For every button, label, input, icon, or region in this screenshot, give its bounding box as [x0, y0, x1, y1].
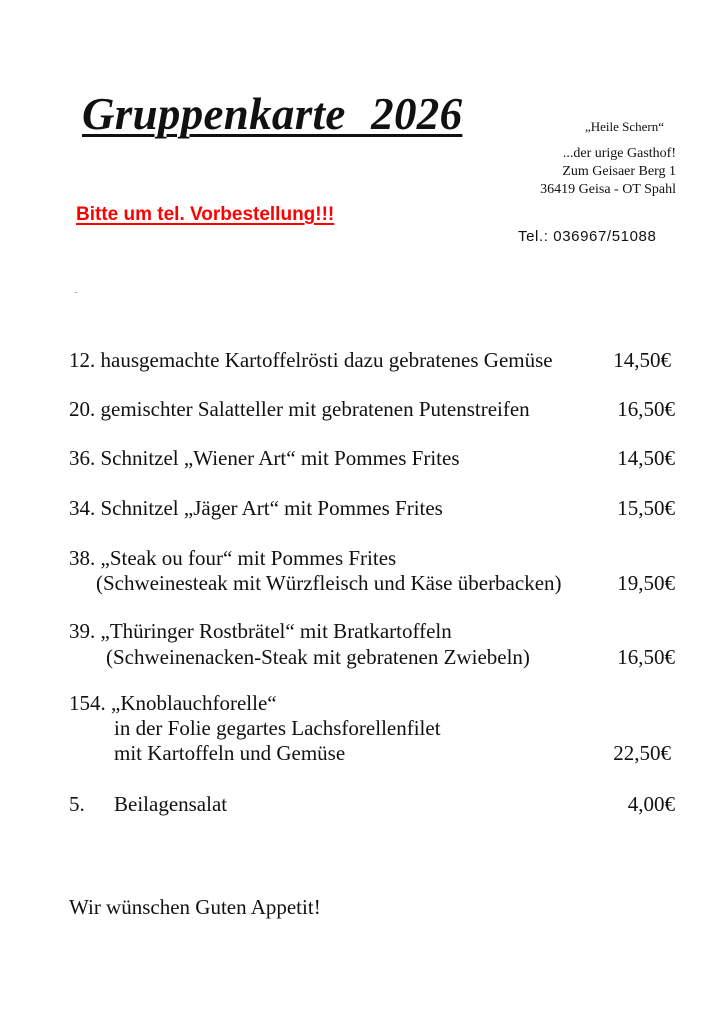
item-price: 4,00€	[627, 792, 675, 816]
venue-city: 36419 Geisa - OT Spahl	[540, 182, 676, 197]
item-name: 12. hausgemachte Kartoffelrösti dazu gebratenes Gemüse	[69, 348, 553, 372]
item-price: 16,50€	[617, 645, 675, 669]
venue-name: „Heile Schern“	[584, 119, 664, 134]
item-price: 15,50€	[617, 496, 675, 520]
item-description: in der Folie gegartes Lachsforellenfilet	[114, 716, 441, 740]
page-title: Gruppenkarte 2026	[82, 89, 463, 139]
item-description: (Schweinenacken-Steak mit gebratenen Zwiebeln)	[106, 645, 530, 669]
item-price: 19,50€	[617, 571, 675, 595]
item-price: 16,50€	[617, 397, 675, 421]
phone-number: Tel.: 036967/51088	[518, 228, 657, 245]
item-name: 34. Schnitzel „Jäger Art“ mit Pommes Frites	[69, 496, 443, 520]
item-name: 20. gemischter Salatteller mit gebratenen Putenstreifen	[69, 397, 530, 421]
item-name: 39. „Thüringer Rostbrätel“ mit Bratkartoffeln	[69, 619, 452, 643]
venue-street: Zum Geisaer Berg 1	[562, 164, 676, 179]
item-name: 154. „Knoblauchforelle“	[69, 691, 277, 715]
item-description: (Schweinesteak mit Würzfleisch und Käse überbacken)	[96, 571, 562, 595]
closing-line: Wir wünschen Guten Appetit!	[69, 895, 321, 919]
item-name: 38. „Steak ou four“ mit Pommes Frites	[69, 546, 397, 570]
item-price: 22,50€	[613, 741, 671, 765]
preorder-notice: Bitte um tel. Vorbestellung!!!	[76, 204, 335, 225]
item-number: 5.	[69, 792, 85, 816]
item-name: Beilagensalat	[114, 792, 228, 816]
venue-tagline: ...der urige Gasthof!	[562, 146, 676, 161]
item-name: 36. Schnitzel „Wiener Art“ mit Pommes Frites	[69, 446, 460, 470]
item-price: 14,50€	[617, 446, 675, 470]
stray-mark: .	[75, 286, 77, 295]
item-description: mit Kartoffeln und Gemüse	[114, 741, 346, 765]
item-price: 14,50€	[613, 348, 671, 372]
